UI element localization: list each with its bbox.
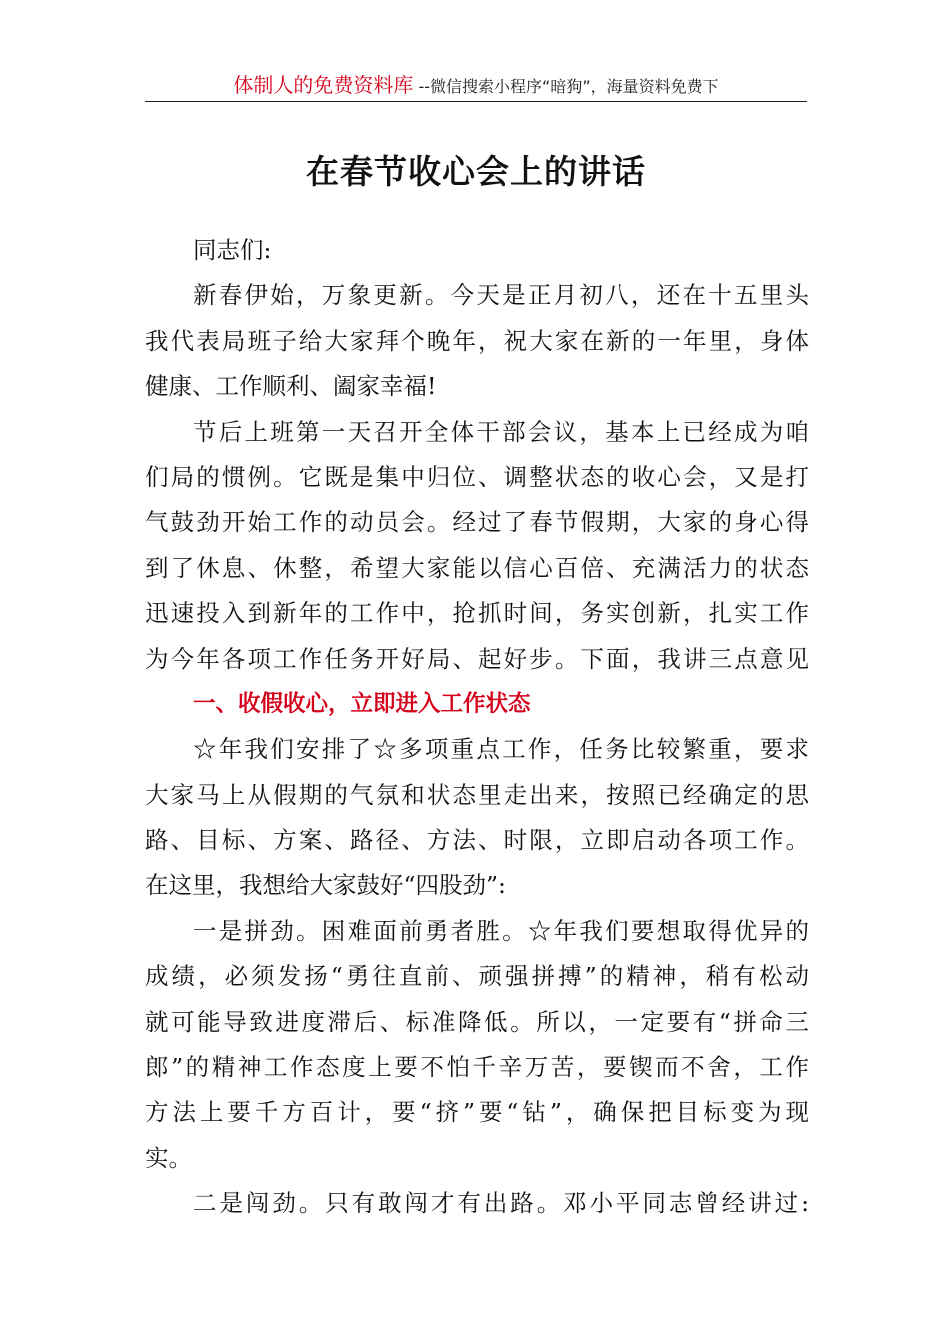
text-line: 们局的惯例。它既是集中归位、调整状态的收心会，又是打 <box>145 462 809 491</box>
text-line: 方法上要千方百计，要“挤”要“钻”，确保把目标变为现 <box>145 1098 809 1127</box>
text-line: 成绩，必须发扬“勇往直前、顽强拼搏”的精神，稍有松动 <box>145 962 809 991</box>
section-heading: 一、收假收心，立即进入工作状态 <box>193 690 531 717</box>
text-line: 郎”的精神工作态度上要不怕千辛万苦，要锲而不舍，工作 <box>145 1053 809 1082</box>
document-title: 在春节收心会上的讲话 <box>306 152 646 191</box>
text-line: 节后上班第一天召开全体干部会议，基本上已经成为咱 <box>193 417 809 446</box>
salutation: 同志们: <box>193 236 272 264</box>
header-brand: 体制人的免费资料库 <box>233 73 414 97</box>
text-line: 大家马上从假期的气氛和状态里走出来，按照已经确定的思 <box>145 780 809 809</box>
text-line: 二是闯劲。只有敢闯才有出路。邓小平同志曾经讲过: <box>193 1189 809 1218</box>
text-line: 一是拼劲。困难面前勇者胜。☆年我们要想取得优异的 <box>193 916 809 945</box>
text-line: 迅速投入到新年的工作中，抢抓时间，务实创新，扎实工作 <box>145 599 809 628</box>
document-body <box>145 228 809 1227</box>
text-line: 新春伊始，万象更新。今天是正月初八，还在十五里头 <box>193 281 809 310</box>
header-divider <box>145 101 807 102</box>
text-line: 健康、工作顺利、阖家幸福! <box>145 372 437 401</box>
text-line: 就可能导致进度滞后、标准降低。所以，一定要有“拼命三 <box>145 1007 809 1036</box>
text-line: 为今年各项工作任务开好局、起好步。下面，我讲三点意见 <box>145 644 809 673</box>
text-line: 气鼓劲开始工作的动员会。经过了春节假期，大家的身心得 <box>145 508 809 537</box>
text-line: 在这里，我想给大家鼓好“四股劲”: <box>145 871 506 900</box>
text-line: 路、目标、方案、路径、方法、时限，立即启动各项工作。 <box>145 826 809 855</box>
text-line: 实。 <box>145 1143 192 1172</box>
text-line: ☆年我们安排了☆多项重点工作，任务比较繁重，要求 <box>193 735 809 764</box>
header-tagline: --微信搜索小程序“暗狗”，海量资料免费下 <box>413 77 719 96</box>
text-line: 到了休息、休整，希望大家能以信心百倍、充满活力的状态 <box>145 553 809 582</box>
page-header <box>145 70 807 100</box>
text-line: 我代表局班子给大家拜个晚年，祝大家在新的一年里，身体 <box>145 326 809 355</box>
